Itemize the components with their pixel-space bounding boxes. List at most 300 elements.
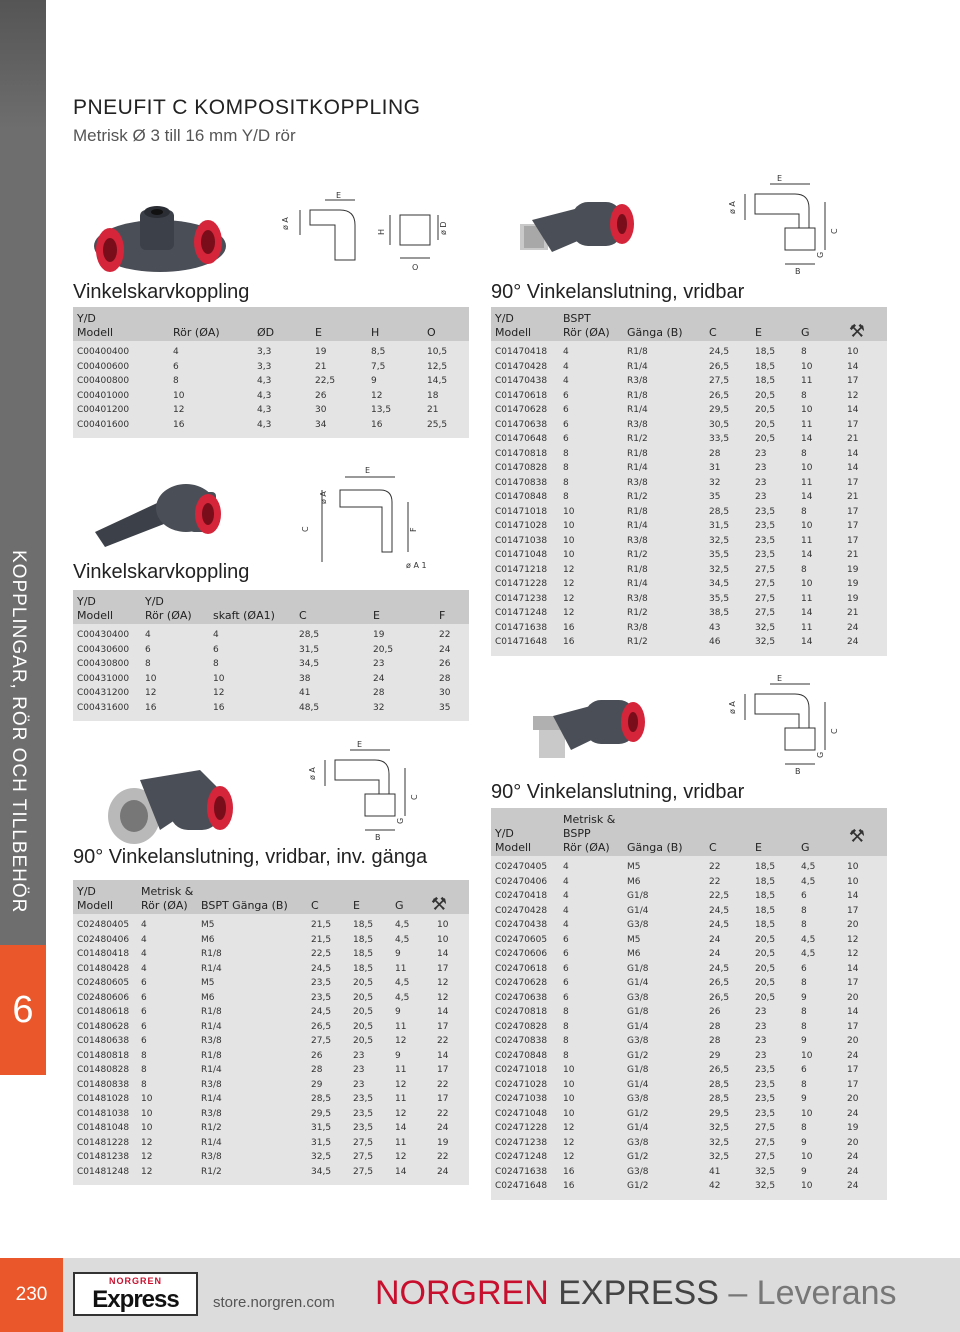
- table-cell: R3/8: [201, 1079, 222, 1090]
- table-cell: 9: [371, 376, 377, 387]
- table-cell: 17: [847, 1021, 859, 1032]
- table-cell: 23,5: [755, 521, 776, 532]
- table-cell: 11: [801, 477, 813, 488]
- table-cell: 8: [563, 1007, 569, 1018]
- table-cell: 18,5: [755, 920, 776, 931]
- diagram-3-label-g: G: [396, 817, 405, 824]
- table-cell: R1/8: [201, 949, 222, 960]
- table-cell: R1/8: [627, 347, 648, 358]
- table-cell: C02470828: [495, 1021, 548, 1032]
- table-cell: C00401600: [77, 419, 130, 430]
- table-cell: 22: [437, 1108, 449, 1119]
- table-cell: 12: [847, 949, 859, 960]
- table-row: [77, 643, 463, 658]
- store-link[interactable]: store.norgren.com: [213, 1294, 335, 1311]
- diagram-1-label-h: H: [377, 228, 386, 235]
- table-cell: 4: [141, 934, 147, 945]
- table-cell: 8: [563, 448, 569, 459]
- table-cell: C01470628: [495, 405, 548, 416]
- table-cell: 35,5: [709, 593, 730, 604]
- table-cell: 21: [847, 608, 859, 619]
- table-cell: 46: [709, 637, 721, 648]
- table-cell: 4,5: [395, 978, 410, 989]
- table-cell: 6: [173, 361, 179, 372]
- table-cell: 20,5: [755, 934, 776, 945]
- table-cell: C01471248: [495, 608, 548, 619]
- table-cell: 14: [801, 637, 813, 648]
- table-3: [73, 880, 469, 1185]
- table-cell: C01470828: [495, 463, 548, 474]
- table-cell: 26: [311, 1050, 323, 1061]
- table-4: [491, 307, 887, 656]
- table-cell: 20,5: [755, 963, 776, 974]
- side-strip-shade: [0, 0, 46, 130]
- table-cell: 9: [395, 949, 401, 960]
- table-cell: 6: [563, 963, 569, 974]
- table-cell: 32,5: [755, 637, 776, 648]
- table-cell: 14: [847, 463, 859, 474]
- table-cell: R3/8: [627, 419, 648, 430]
- side-tab-number: 6: [0, 945, 46, 1075]
- table-row: [495, 563, 881, 578]
- table-cell: 48,5: [299, 702, 320, 713]
- diagram-5-label-a: ø A: [728, 701, 737, 714]
- table-cell: 20,5: [353, 992, 374, 1003]
- diagram-1-label-e: E: [336, 191, 342, 200]
- table-cell: 24: [847, 1050, 859, 1061]
- table-cell: 27,5: [755, 579, 776, 590]
- table-cell: 23: [755, 1021, 767, 1032]
- table-cell: 23: [353, 1065, 365, 1076]
- table-cell: 12: [437, 992, 449, 1003]
- table-cell: 4: [563, 876, 569, 887]
- table-cell: C01471028: [495, 521, 548, 532]
- table-cell: 26,5: [709, 978, 730, 989]
- table-cell: 6: [801, 963, 807, 974]
- table-cell: 23,5: [755, 506, 776, 517]
- table-cell: 20,5: [755, 434, 776, 445]
- table-cell: 24: [709, 949, 721, 960]
- table-cell: C01480628: [77, 1021, 130, 1032]
- table-cell: 4,5: [801, 934, 816, 945]
- table-cell: R1/4: [201, 1065, 222, 1076]
- table-header-cell: BSPT Gänga (B): [201, 899, 288, 912]
- table-cell: 17: [437, 1021, 449, 1032]
- table-header-cell: G: [801, 326, 810, 339]
- table-cell: 30: [439, 688, 451, 699]
- table-cell: 21: [847, 434, 859, 445]
- table-cell: 34,5: [299, 659, 320, 670]
- table-row: [495, 360, 881, 375]
- table-cell: 24,5: [709, 905, 730, 916]
- table-header-cell: ØD: [257, 326, 275, 339]
- table-cell: 14: [395, 1166, 407, 1177]
- table-cell: 18,5: [353, 934, 374, 945]
- table-header-cell: Modell: [495, 841, 532, 854]
- table-cell: 23,5: [755, 1079, 776, 1090]
- table-cell: 19: [373, 630, 385, 641]
- table-cell: G1/2: [627, 1181, 649, 1192]
- table-cell: 20,5: [353, 978, 374, 989]
- table-cell: 17: [847, 1079, 859, 1090]
- section-title-3: 90° Vinkelanslutning, vridbar, inv. gänga: [73, 846, 428, 868]
- table-cell: C01470818: [495, 448, 548, 459]
- table-cell: C00431200: [77, 688, 130, 699]
- section-title-5: 90° Vinkelanslutning, vridbar: [491, 781, 745, 803]
- table-cell: 35,5: [709, 550, 730, 561]
- table-cell: 34,5: [709, 579, 730, 590]
- table-cell: 32,5: [755, 1181, 776, 1192]
- table-cell: 13,5: [371, 405, 392, 416]
- table-cell: R3/8: [201, 1152, 222, 1163]
- dimension-diagram-3: [305, 738, 435, 846]
- table-cell: 24,5: [311, 1007, 332, 1018]
- table-row: [77, 962, 463, 977]
- table-cell: 3,3: [257, 361, 272, 372]
- table-cell: C01471238: [495, 593, 548, 604]
- table-row: [495, 461, 881, 476]
- table-cell: 4,5: [801, 862, 816, 873]
- diagram-3-label-e: E: [357, 740, 363, 749]
- table-row: [77, 360, 463, 375]
- table-cell: R3/8: [627, 376, 648, 387]
- diagram-4-label-a: ø A: [728, 201, 737, 214]
- table-row: [77, 628, 463, 643]
- table-cell: 10: [563, 1079, 575, 1090]
- table-cell: 27,5: [755, 1137, 776, 1148]
- table-cell: 4: [563, 862, 569, 873]
- dimension-diagram-2: [300, 462, 440, 572]
- table-cell: 10,5: [427, 347, 448, 358]
- table-row: [495, 389, 881, 404]
- table-cell: 18,5: [755, 347, 776, 358]
- table-cell: 22: [439, 630, 451, 641]
- table-cell: 6: [563, 434, 569, 445]
- table-cell: 11: [395, 1021, 407, 1032]
- table-cell: C02471048: [495, 1108, 548, 1119]
- table-cell: 10: [801, 1152, 813, 1163]
- table-cell: 3,3: [257, 347, 272, 358]
- table-row: [77, 1107, 463, 1122]
- table-cell: 25,5: [427, 419, 448, 430]
- table-cell: 24: [437, 1166, 449, 1177]
- table-cell: 30: [315, 405, 327, 416]
- table-cell: 17: [847, 535, 859, 546]
- table-cell: 9: [395, 1007, 401, 1018]
- table-cell: 26,5: [709, 1065, 730, 1076]
- table-cell: M6: [627, 949, 641, 960]
- table-cell: 27,5: [755, 1123, 776, 1134]
- table-cell: R1/2: [201, 1123, 222, 1134]
- table-cell: 14: [847, 448, 859, 459]
- table-cell: C02470605: [495, 934, 548, 945]
- table-cell: 22,5: [311, 949, 332, 960]
- table-cell: 8: [801, 920, 807, 931]
- table-cell: 11: [395, 1065, 407, 1076]
- table-header-cell: C: [709, 841, 717, 854]
- table-row: [495, 976, 881, 991]
- table-cell: 20,5: [755, 405, 776, 416]
- dimension-diagram-4: [725, 172, 855, 280]
- table-cell: 9: [801, 1036, 807, 1047]
- table-cell: C01480838: [77, 1079, 130, 1090]
- table-cell: 4: [563, 920, 569, 931]
- table-cell: 31,5: [311, 1137, 332, 1148]
- table-cell: 33,5: [709, 434, 730, 445]
- diagram-2-label-a: ø A: [319, 491, 328, 504]
- table-cell: R1/4: [627, 521, 648, 532]
- table-row: [495, 534, 881, 549]
- table-cell: C02471038: [495, 1094, 548, 1105]
- table-cell: C01481028: [77, 1094, 130, 1105]
- table-cell: 16: [563, 1166, 575, 1177]
- table-cell: 34,5: [311, 1166, 332, 1177]
- table-cell: 21: [847, 492, 859, 503]
- diagram-5-label-g: G: [816, 751, 825, 758]
- table-cell: C00431600: [77, 702, 130, 713]
- table-cell: 14: [437, 949, 449, 960]
- table-cell: 23,5: [755, 1108, 776, 1119]
- table-cell: 24: [847, 1108, 859, 1119]
- table-cell: G3/8: [627, 1094, 649, 1105]
- table-cell: 35: [439, 702, 451, 713]
- table-row: [495, 1005, 881, 1020]
- table-cell: 10: [563, 1094, 575, 1105]
- table-cell: 10: [801, 361, 813, 372]
- table-row: [77, 686, 463, 701]
- table-row: [495, 345, 881, 360]
- table-cell: 16: [563, 1181, 575, 1192]
- table-cell: 8: [563, 1021, 569, 1032]
- table-cell: 21: [315, 361, 327, 372]
- table-header-cell: Gänga (B): [627, 841, 683, 854]
- table-cell: 20,5: [353, 1036, 374, 1047]
- table-cell: 17: [847, 1065, 859, 1076]
- table-cell: 29,5: [709, 1108, 730, 1119]
- table-cell: 4: [141, 963, 147, 974]
- table-cell: 10: [213, 673, 225, 684]
- section-title-2: Vinkelskarvkoppling: [73, 561, 250, 583]
- table-cell: 19: [847, 1123, 859, 1134]
- table-cell: C02470438: [495, 920, 548, 931]
- table-cell: 10: [801, 521, 813, 532]
- table-cell: C01470418: [495, 347, 548, 358]
- table-cell: 23: [755, 1036, 767, 1047]
- table-header-cell: G: [801, 841, 810, 854]
- table-cell: 12: [141, 1152, 153, 1163]
- table-header-top-cell: Y/D: [495, 827, 514, 840]
- table-row: [495, 1034, 881, 1049]
- table-cell: 17: [847, 978, 859, 989]
- table-row: [495, 635, 881, 650]
- table-cell: 10: [801, 405, 813, 416]
- table-cell: 28: [373, 688, 385, 699]
- table-cell: 29,5: [709, 405, 730, 416]
- table-cell: C02471238: [495, 1137, 548, 1148]
- table-cell: 22: [437, 1079, 449, 1090]
- table-header-cell: skaft (ØA1): [213, 609, 275, 622]
- table-cell: G1/2: [627, 1050, 649, 1061]
- table-cell: G1/4: [627, 1123, 649, 1134]
- table-cell: R1/2: [627, 637, 648, 648]
- table-2: [73, 590, 469, 721]
- table-cell: 14: [847, 1007, 859, 1018]
- table-cell: 10: [141, 1094, 153, 1105]
- table-cell: 9: [801, 992, 807, 1003]
- table-row: [495, 447, 881, 462]
- table-5: [491, 808, 887, 1200]
- table-cell: 22: [709, 876, 721, 887]
- table-cell: 11: [395, 1137, 407, 1148]
- table-header-cell: Modell: [495, 326, 532, 339]
- table-cell: 18,5: [755, 376, 776, 387]
- table-row: [495, 577, 881, 592]
- logo-text: Express: [92, 1286, 179, 1313]
- table-cell: 20,5: [755, 949, 776, 960]
- table-row: [77, 1049, 463, 1064]
- table-cell: 18,5: [755, 876, 776, 887]
- table-cell: 14: [801, 608, 813, 619]
- table-cell: 12: [563, 579, 575, 590]
- table-cell: C01470438: [495, 376, 548, 387]
- table-cell: 23,5: [353, 1108, 374, 1119]
- table-row: [77, 1136, 463, 1151]
- table-cell: 27,5: [755, 593, 776, 604]
- table-cell: 12: [371, 390, 383, 401]
- table-cell: C02471018: [495, 1065, 548, 1076]
- table-cell: C01481038: [77, 1108, 130, 1119]
- table-cell: C01470838: [495, 477, 548, 488]
- diagram-3-label-b: B: [375, 833, 381, 842]
- table-5-header-top0: Metrisk &: [563, 813, 616, 826]
- table-cell: 6: [141, 978, 147, 989]
- table-cell: 21,5: [311, 920, 332, 931]
- table-cell: 12,5: [427, 361, 448, 372]
- table-cell: M5: [627, 934, 641, 945]
- wrench-icon: ⚒: [848, 826, 865, 847]
- diagram-5-label-e: E: [777, 674, 783, 683]
- table-row: [495, 1078, 881, 1093]
- table-row: [495, 606, 881, 621]
- table-cell: 17: [847, 521, 859, 532]
- table-cell: G1/4: [627, 978, 649, 989]
- table-cell: C00430800: [77, 659, 130, 670]
- table-cell: 24: [847, 637, 859, 648]
- table-cell: 20,5: [353, 1007, 374, 1018]
- table-cell: 22,5: [315, 376, 336, 387]
- table-cell: C01471218: [495, 564, 548, 575]
- table-cell: 32,5: [709, 535, 730, 546]
- table-cell: 28,5: [709, 1079, 730, 1090]
- table-cell: 28,5: [299, 630, 320, 641]
- table-row: [495, 860, 881, 875]
- table-header-cell: C: [311, 899, 319, 912]
- table-cell: 32: [373, 702, 385, 713]
- table-cell: 12: [395, 1108, 407, 1119]
- table-row: [77, 1150, 463, 1165]
- table-row: [77, 1121, 463, 1136]
- table-cell: C01480618: [77, 1007, 130, 1018]
- table-cell: C01471648: [495, 637, 548, 648]
- table-cell: 21: [847, 550, 859, 561]
- table-cell: 23,5: [755, 550, 776, 561]
- table-row: [77, 1063, 463, 1078]
- table-cell: 4,3: [257, 376, 272, 387]
- table-1-header-top: Y/D: [77, 312, 96, 325]
- table-cell: 8: [173, 376, 179, 387]
- table-cell: 8: [801, 1079, 807, 1090]
- table-cell: 34: [315, 419, 327, 430]
- table-cell: 22,5: [709, 891, 730, 902]
- table-cell: 29: [709, 1050, 721, 1061]
- table-cell: 10: [141, 1108, 153, 1119]
- table-cell: 6: [563, 405, 569, 416]
- table-cell: R1/8: [627, 506, 648, 517]
- table-cell: G1/8: [627, 891, 649, 902]
- table-cell: 24: [437, 1123, 449, 1134]
- table-cell: 27,5: [755, 564, 776, 575]
- table-cell: M5: [201, 978, 215, 989]
- table-header-top-cell: Metrisk &: [141, 885, 194, 898]
- table-cell: 8: [801, 1007, 807, 1018]
- table-cell: R1/8: [627, 564, 648, 575]
- table-row: [77, 1020, 463, 1035]
- table-row: [77, 1078, 463, 1093]
- table-cell: C01471048: [495, 550, 548, 561]
- table-cell: 18,5: [755, 891, 776, 902]
- table-cell: R1/4: [201, 1021, 222, 1032]
- table-row: [495, 947, 881, 962]
- product-image-female-elbow: [100, 760, 240, 850]
- table-cell: R3/8: [201, 1108, 222, 1119]
- table-cell: C01471228: [495, 579, 548, 590]
- table-cell: 8: [801, 347, 807, 358]
- table-cell: 18,5: [755, 905, 776, 916]
- table-cell: 17: [847, 419, 859, 430]
- table-row: [495, 418, 881, 433]
- table-cell: 18,5: [755, 361, 776, 372]
- table-cell: 26: [315, 390, 327, 401]
- table-cell: 28: [709, 1036, 721, 1047]
- table-row: [77, 389, 463, 404]
- table-cell: R1/4: [627, 463, 648, 474]
- table-cell: 28,5: [709, 506, 730, 517]
- table-cell: C00400800: [77, 376, 130, 387]
- table-cell: 22: [709, 862, 721, 873]
- table-row: [77, 701, 463, 716]
- logo-brand: NORGREN: [108, 1276, 162, 1286]
- table-cell: 27,5: [353, 1137, 374, 1148]
- table-cell: 12: [847, 390, 859, 401]
- table-header-cell: Rör (ØA): [145, 609, 192, 622]
- table-cell: 6: [801, 1065, 807, 1076]
- diagram-2-label-f: F: [409, 527, 418, 532]
- table-cell: 32,5: [755, 1166, 776, 1177]
- table-cell: 10: [437, 920, 449, 931]
- table-cell: C02480406: [77, 934, 130, 945]
- table-row: [495, 991, 881, 1006]
- headline-express: EXPRESS: [558, 1274, 719, 1312]
- table-cell: 10: [847, 876, 859, 887]
- table-cell: 27,5: [353, 1152, 374, 1163]
- table-cell: 27,5: [353, 1166, 374, 1177]
- table-cell: G1/8: [627, 1065, 649, 1076]
- table-cell: R1/8: [627, 448, 648, 459]
- table-cell: 8: [801, 978, 807, 989]
- table-header-cell: E: [755, 841, 762, 854]
- table-row: [495, 1179, 881, 1194]
- table-row: [77, 918, 463, 933]
